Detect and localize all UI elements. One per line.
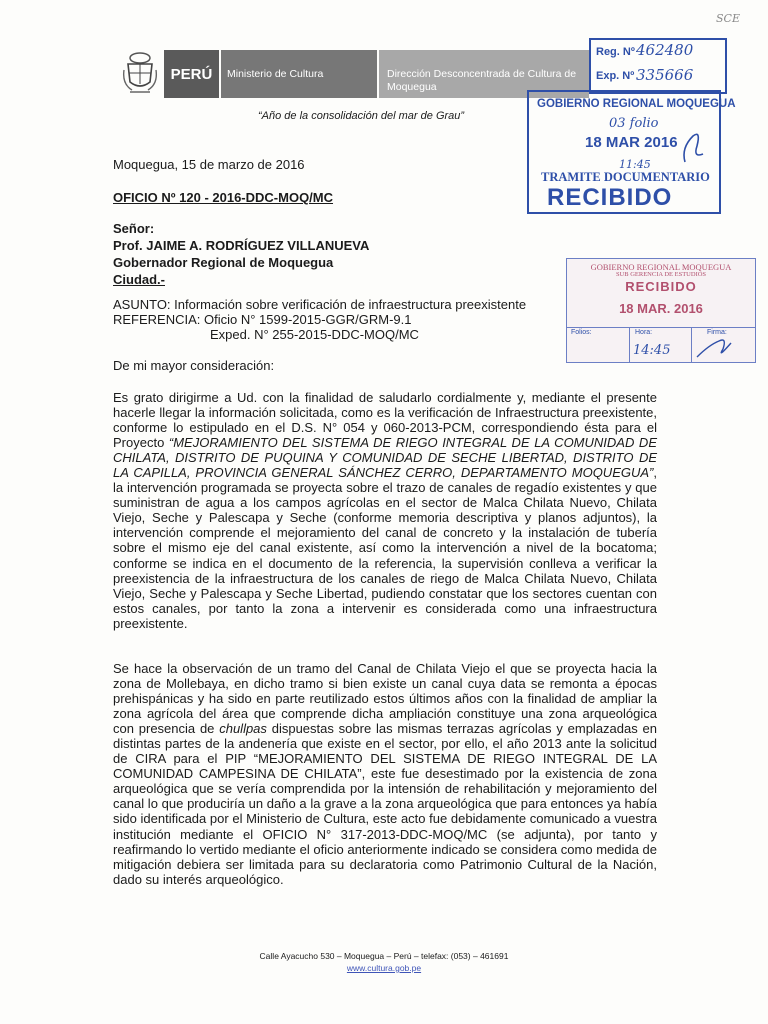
p2-chullpas: chullpas — [219, 721, 267, 737]
asunto-line: ASUNTO: Información sobre verificación de infraestructura preexistente — [113, 297, 527, 312]
col-folios: Folios: — [571, 329, 592, 336]
reg-number: 462480 — [636, 41, 694, 59]
p2-text-b: dispuestas sobre las mismas terrazas agrícolas y emplazadas en distintas partes de la andenería que existe en el sector, por ello, el año 2013 ante la solicitud de CIRA para el PIP “MEJORAMIENTO DEL SISTEMA DE RIEGO INTEGRAL DE LA COMUNIDAD CAMPESINA DE CHILATA”, este fue desestimado por la existencia de zona arqueológica que se vería comprendida por la intensión de rehabilitación y mejoramiento del canal lo que produciría un daño a la grave a la zona arqueológica que para entonces ya había sido identificada por el Ministerio de Cultura, este acto fue debidamente comunicado a vuestra institución mediante el OFICIO N° 317-2013-DDC-MOQ/MC (se adjunta), por tanto y reafirmando lo vertido mediante el oficio anteriormente indicado se considera como medida de mitigación debiera ser limitada para su declaratoria como Patrimonio Cultural de la Nación, dado su interés arqueológico. — [113, 721, 658, 887]
stamp-org: GOBIERNO REGIONAL MOQUEGUA — [590, 262, 732, 272]
stamp-suborg: SUB GERENCIA DE ESTUDIOS — [615, 271, 707, 278]
stamp-status: RECIBIDO — [547, 184, 673, 211]
col-firma: Firma: — [707, 329, 727, 336]
p1-project-title: “MEJORAMIENTO DEL SISTEMA DE RIEGO INTEGRAL DE LA COMUNIDAD DE CHILATA, DISTRITO DE PUQUINA Y COMUNIDAD DE SECHE LIBERTAD, DISTRITO DE LA CAPILLA, PROVINCIA GENERAL SÁNCHEZ CERRO, DEPARTAMENTO MOQUEGUA” — [113, 435, 657, 481]
addressee-city: Ciudad.- — [113, 272, 165, 287]
stamp-hora-handwritten: 14:45 — [633, 343, 671, 358]
corner-handwritten-note: SCE — [716, 12, 740, 25]
addressee-block — [113, 220, 369, 288]
national-crest-logo — [120, 50, 160, 96]
p1-text-b: , la intervención programada se proyecta sobre el trazo de canales de regadío existentes y que suministran de agua a los campos agrícolas en el sector de Malca Chilata Nuevo, Chilata Viejo, Seche y Palescapa y Seche (conforme memoria descriptiva y planos adjuntos), la intervención comprende el mejoramiento del canal de concreto y la instalación de tubería sobre el mismo eje del canal existente, así como la intervención a nivel de la bocatoma; conforme se indica en el documento de la referencia, la supervisión conlleva a verificar la preexistencia de la infraestructura de los canales de riego de Malca Chilata Nuevo, Chilata Viejo, Seche y Palescapa y Seche Libertad, pudiendo constatar que los sectores cuentan con estos canales, por tanto la zona a intervenir es considerada como una infraestructura preexistente. — [113, 465, 657, 631]
referencia-line: REFERENCIA: Oficio N° 1599-2015-GGR/GRM-9.1 — [113, 312, 412, 327]
addressee-name: Prof. JAIME A. RODRÍGUEZ VILLANUEVA — [113, 238, 370, 253]
sub-gerencia-estudios-stamp — [566, 258, 756, 363]
exp-number: 335666 — [636, 66, 694, 84]
stamp-office: TRAMITE DOCUMENTARIO — [541, 170, 710, 184]
greeting: De mi mayor consideración: — [113, 358, 275, 373]
stamp-time-handwritten: 11:45 — [619, 158, 651, 171]
registration-stamp — [589, 38, 727, 94]
footer — [0, 950, 768, 974]
city-date: Moquegua, 15 de marzo de 2016 — [113, 157, 305, 172]
addressee-position: Gobernador Regional de Moquegua — [113, 255, 334, 270]
p1-text-a: Es grato dirigirme a Ud. con la finalidad de saludarlo cordialmente y, mediante el presente hacerle llegar la información solicitada, como es la verificación de Infraestructura preexistente, conforme lo estipulado en el D.S. N° 054 y 060-2013-PCM, correspondiendo ésta para el Proyecto — [113, 390, 657, 451]
tramite-documentario-stamp — [527, 90, 736, 214]
oficio-number: OFICIO Nº 120 - 2016-DDC-MOQ/MC — [113, 190, 334, 205]
year-slogan: “Año de la consolidación del mar de Grau” — [258, 110, 465, 122]
stamp-org: GOBIERNO REGIONAL MOQUEGUA — [537, 98, 736, 110]
stamp-status: RECIBIDO — [625, 279, 697, 294]
footer-address: Calle Ayacucho 530 – Moquegua – Perú – telefax: (053) – 461691 — [259, 951, 509, 961]
reg-label: Reg. Nº — [596, 46, 635, 58]
header-ministry-label: Ministerio de Cultura — [221, 50, 377, 98]
p2-text-a: Se hace la observación de un tramo del Canal de Chilata Viejo el que se proyecta hacia la zona de Mollebaya, en dicho tramo si bien existe un canal cuya data se remonta a épocas prehispánicas y ha sido en parte reutilizado estos últimos años con la finalidad de ampliar la zona agrícola del área que comprende dicha ampliación constituye una zona arqueológica con presencia de — [113, 661, 657, 737]
header-directorate-label: Dirección Desconcentrada de Cultura de Moquegua — [379, 50, 589, 98]
stamp-date: 18 MAR 2016 — [585, 134, 678, 151]
expediente-line: Exped. N° 255-2015-DDC-MOQ/MC — [210, 327, 419, 342]
salutation: Señor: — [113, 221, 155, 236]
body-paragraph-2 — [113, 661, 657, 887]
header-country-label: PERÚ — [164, 50, 219, 98]
stamp-folios-handwritten: 03 folio — [609, 116, 659, 131]
col-hora: Hora: — [635, 329, 653, 336]
body-paragraph-1 — [113, 390, 657, 631]
stamp-date: 18 MAR. 2016 — [619, 301, 703, 316]
footer-website-link[interactable]: www.cultura.gob.pe — [346, 963, 422, 973]
exp-label: Exp. Nº — [596, 70, 635, 82]
signature-scribble — [679, 128, 709, 168]
signature-scribble — [695, 335, 735, 361]
subject-block — [113, 297, 526, 342]
